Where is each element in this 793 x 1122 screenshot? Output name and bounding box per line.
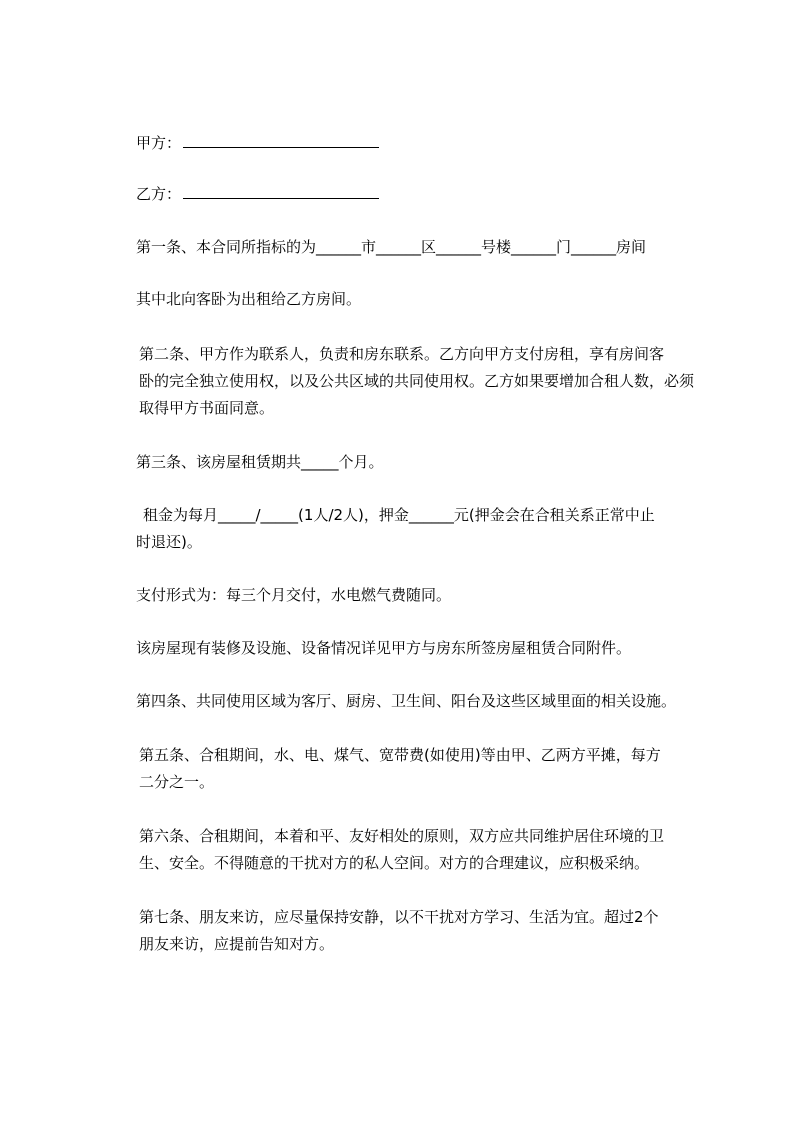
clause-3-line-1: 第三条、该房屋租赁期共_____个月。 [136, 453, 384, 471]
clause-1-line-1: 第一条、本合同所指标的为______市______区______号楼______门______房间 [136, 238, 647, 256]
clause-5-line-1: 第五条、合租期间，水、电、煤气、宽带费(如使用)等由甲、乙两方平摊，每方 [139, 746, 661, 764]
clause-7-line-1: 第七条、朋友来访，应尽量保持安静，以不干扰对方学习、生活为宜。超过2个 [139, 908, 659, 926]
party-a-blank [183, 133, 379, 148]
clause-4-line: 第四条、共同使用区域为客厅、厨房、卫生间、阳台及这些区域里面的相关设施。 [136, 692, 677, 710]
payment-line: 支付形式为：每三个月交付，水电燃气费随同。 [136, 586, 452, 604]
clause-2-line-3: 取得甲方书面同意。 [139, 399, 275, 417]
rent-line-2: 时退还)。 [136, 533, 202, 551]
clause-2-line-1: 第二条、甲方作为联系人，负责和房东联系。乙方向甲方支付房租，享有房间客 [139, 345, 665, 363]
party-b-blank [183, 184, 379, 199]
party-b-row [136, 184, 379, 204]
party-a-row [136, 133, 379, 153]
clause-2-line-2: 卧的完全独立使用权，以及公共区域的共同使用权。乙方如果要增加合租人数，必须 [139, 372, 695, 390]
fixtures-line: 该房屋现有装修及设施、设备情况详见甲方与房东所签房屋租赁合同附件。 [136, 639, 632, 657]
clause-7-line-2: 朋友来访，应提前告知对方。 [139, 935, 335, 953]
clause-1-line-2: 其中北向客卧为出租给乙方房间。 [136, 290, 362, 308]
clause-5-line-2: 二分之一。 [139, 773, 215, 791]
party-b-label: 乙方： [136, 185, 182, 203]
rent-line-1: 租金为每月_____/_____(1人/2人)，押金______元(押金会在合租关系正常中止 [143, 506, 655, 524]
clause-6-line-2: 生、安全。不得随意的干扰对方的私人空间。对方的合理建议，应积极采纳。 [139, 854, 650, 872]
party-a-label: 甲方： [136, 134, 182, 152]
clause-6-line-1: 第六条、合租期间，本着和平、友好相处的原则，双方应共同维护居住环境的卫 [139, 827, 665, 845]
